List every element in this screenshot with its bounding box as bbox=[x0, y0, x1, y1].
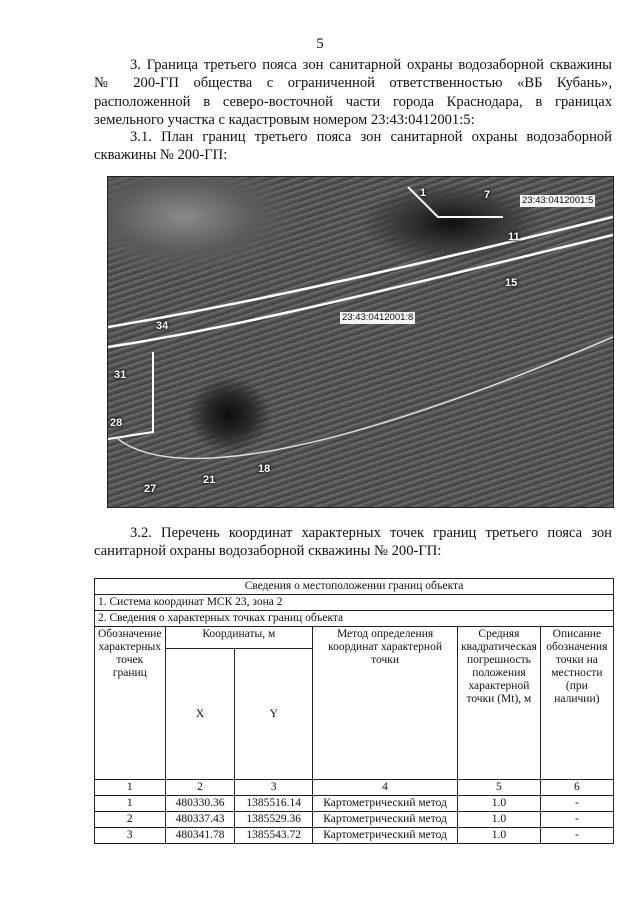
boundary-lines bbox=[108, 177, 613, 507]
section-3-2-text: 3.2. Перечень координат характерных точек границ третьего пояса зон санитарной охраны водозаборной скважины № 200-ГП: bbox=[94, 525, 612, 560]
point-label-7: 7 bbox=[484, 189, 491, 201]
column-number: 5 bbox=[458, 780, 541, 796]
section-3-text: 3. Граница третьего пояса зон санитарной охраны водозаборной скважины № 200-ГП общества с ограниченной ответственностью «ВБ Кубань», расположенной в северо-восточной части города Краснодара, в границах земельного участка с кадастровым номером 23:43:0412001:5: bbox=[94, 57, 612, 129]
cadastral-label-5: 23:43:0412001:5 bbox=[522, 195, 594, 206]
section-3-1-text: 3.1. План границ третьего пояса зон санитарной охраны водозаборной скважины № 200-ГП: bbox=[94, 129, 612, 164]
table-row bbox=[95, 828, 614, 844]
y-cell: 1385543.72 bbox=[235, 828, 313, 844]
boundary-line-south bbox=[118, 337, 613, 458]
header-coordinates: Координаты, м bbox=[165, 627, 312, 649]
x-cell: 480337.43 bbox=[165, 812, 235, 828]
error-cell: 1.0 bbox=[458, 812, 541, 828]
method-cell: Картометрический метод bbox=[313, 828, 458, 844]
point-cell: 2 bbox=[95, 812, 166, 828]
coordinates-table bbox=[94, 578, 614, 844]
column-number: 6 bbox=[540, 780, 613, 796]
points-section-row: 2. Сведения о характерных точках границ объекта bbox=[95, 611, 614, 627]
x-cell: 480341.78 bbox=[165, 828, 235, 844]
header-method: Метод определения координат характерной точки bbox=[313, 627, 458, 780]
section-3-2-paragraph bbox=[94, 524, 612, 561]
table-row bbox=[95, 812, 614, 828]
column-number: 1 bbox=[95, 780, 166, 796]
point-label-31: 31 bbox=[114, 369, 127, 381]
header-description: Описание обозначения точки на местности (при наличии) bbox=[540, 627, 613, 780]
boundary-line-lower bbox=[108, 235, 613, 347]
method-cell: Картометрический метод bbox=[313, 796, 458, 812]
column-number: 4 bbox=[313, 780, 458, 796]
point-cell: 3 bbox=[95, 828, 166, 844]
column-number-row bbox=[95, 780, 614, 796]
column-number: 3 bbox=[235, 780, 313, 796]
point-label-18: 18 bbox=[258, 463, 271, 475]
y-cell: 1385529.36 bbox=[235, 812, 313, 828]
cadastral-label-8: 23:43:0412001:8 bbox=[342, 312, 414, 323]
point-label-15: 15 bbox=[505, 277, 518, 289]
section-3-paragraph bbox=[94, 56, 612, 130]
y-cell: 1385516.14 bbox=[235, 796, 313, 812]
point-cell: 1 bbox=[95, 796, 166, 812]
point-label-1: 1 bbox=[420, 187, 427, 199]
point-label-11: 11 bbox=[508, 231, 520, 243]
point-label-28: 28 bbox=[110, 417, 123, 429]
zone-boundary-map bbox=[107, 176, 614, 508]
boundary-line-upper bbox=[108, 217, 613, 327]
coordinate-system-row: 1. Система координат МСК 23, зона 2 bbox=[95, 595, 614, 611]
point-label-27: 27 bbox=[144, 483, 157, 495]
point-label-34: 34 bbox=[156, 320, 169, 332]
section-3-1-paragraph bbox=[94, 128, 612, 165]
page-number: 5 bbox=[316, 36, 324, 52]
header-y: Y bbox=[235, 649, 313, 780]
desc-cell: - bbox=[540, 828, 613, 844]
method-cell: Картометрический метод bbox=[313, 812, 458, 828]
desc-cell: - bbox=[540, 812, 613, 828]
header-error: Средняя квадратическая погрешность положения характерной точки (Mt), м bbox=[458, 627, 541, 780]
desc-cell: - bbox=[540, 796, 613, 812]
table-title: Сведения о местоположении границ объекта bbox=[95, 579, 614, 595]
error-cell: 1.0 bbox=[458, 828, 541, 844]
table-row bbox=[95, 796, 614, 812]
point-label-21: 21 bbox=[203, 474, 216, 486]
error-cell: 1.0 bbox=[458, 796, 541, 812]
header-x: X bbox=[165, 649, 235, 780]
header-designation: Обозначение характерных точек границ bbox=[95, 627, 166, 780]
column-number: 2 bbox=[165, 780, 235, 796]
x-cell: 480330.36 bbox=[165, 796, 235, 812]
